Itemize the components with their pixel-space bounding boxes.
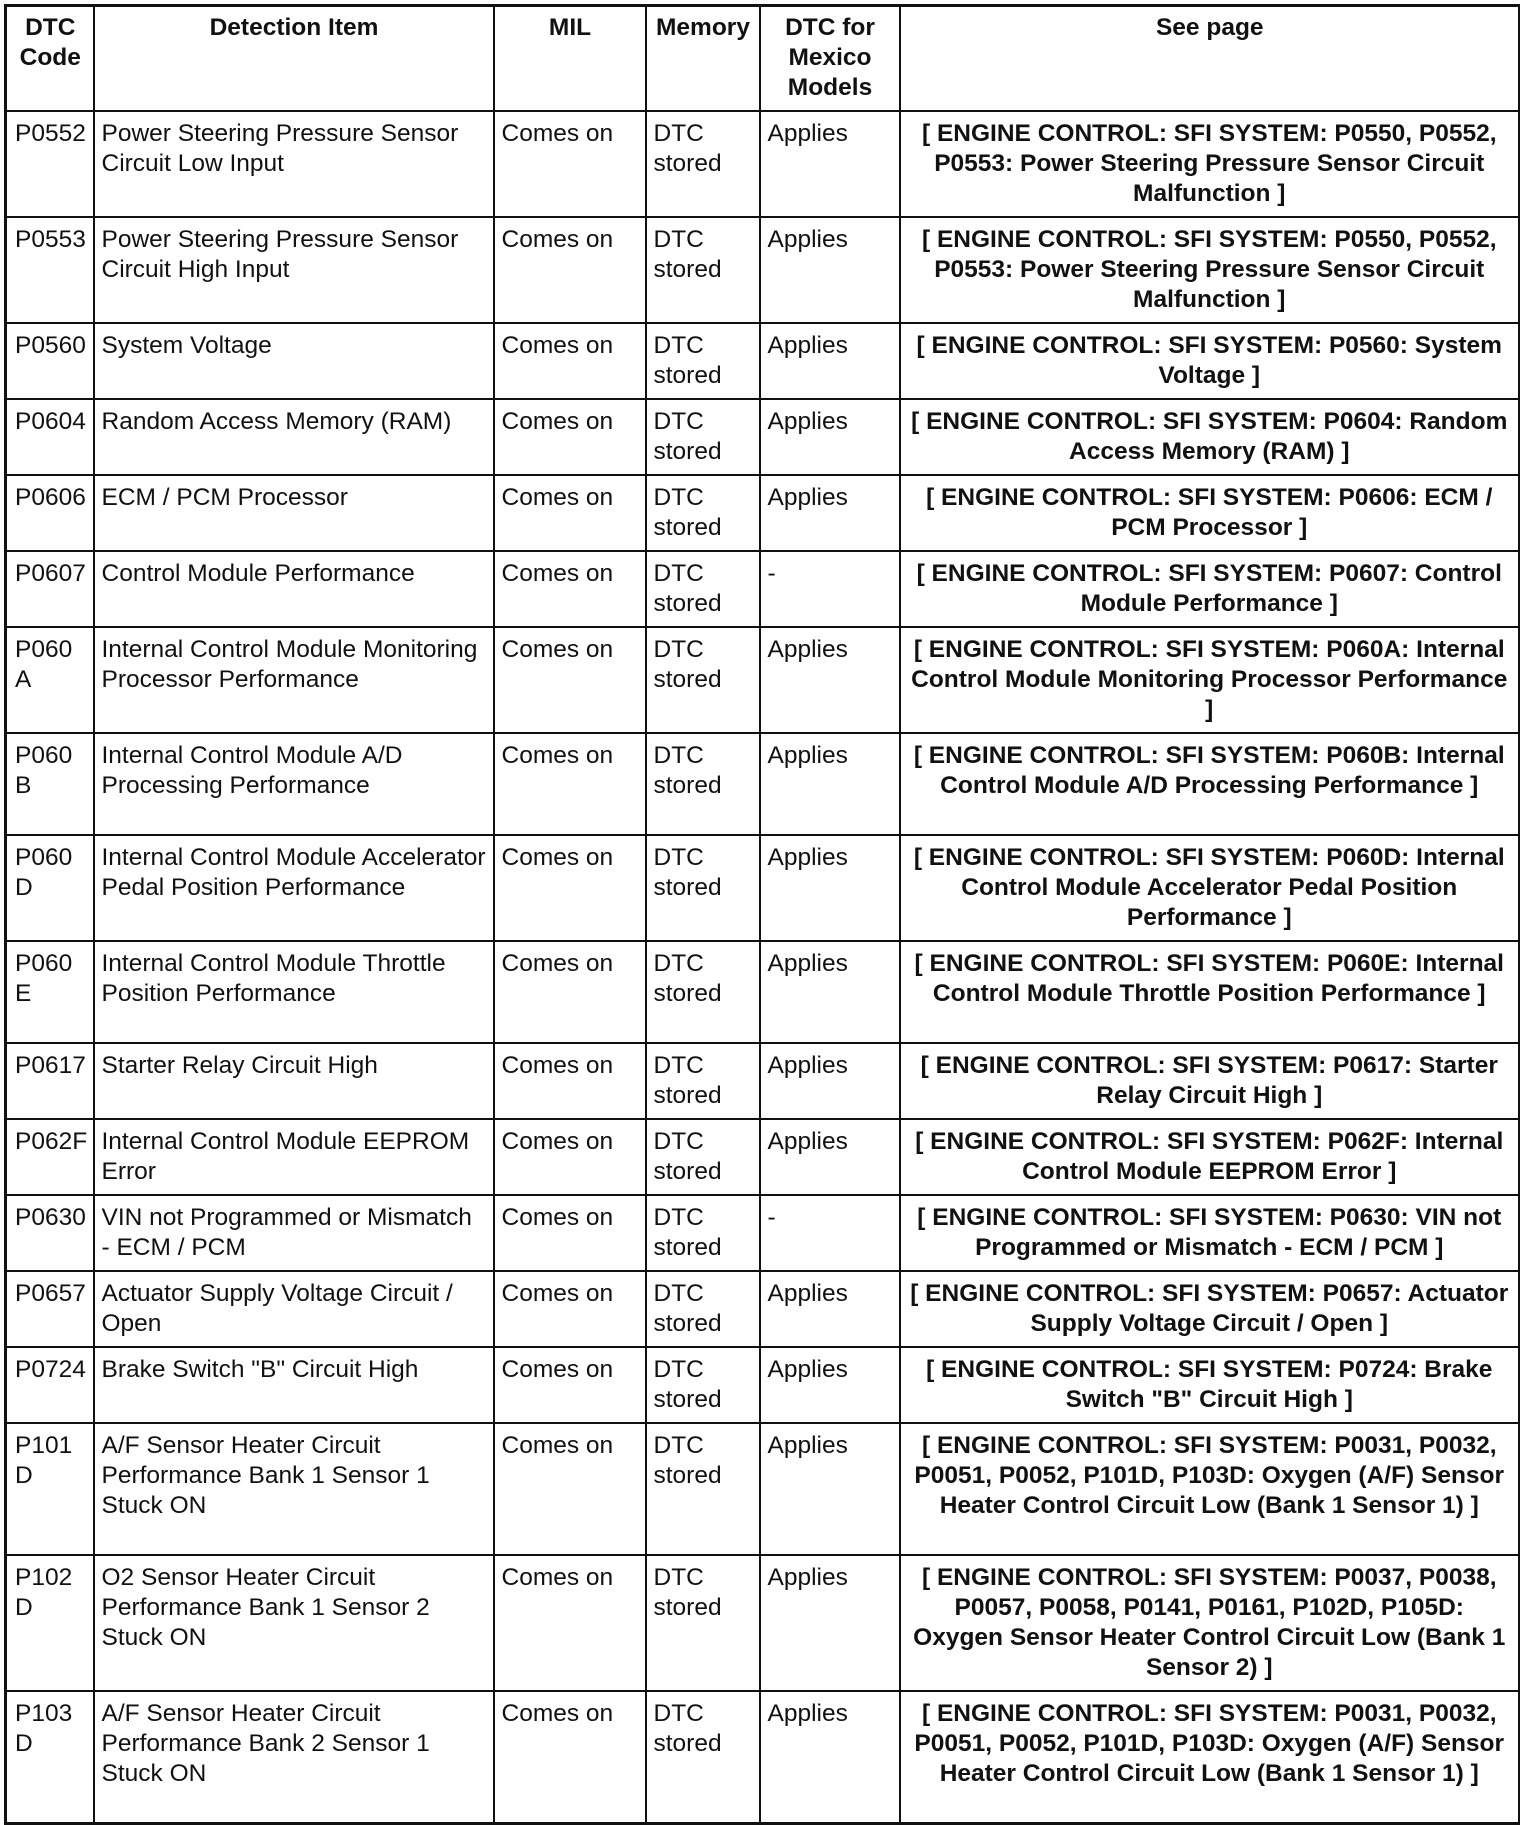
dtc-code-cell: P060D bbox=[6, 835, 94, 941]
table-row bbox=[6, 1555, 1520, 1691]
see-page-link[interactable]: [ ENGINE CONTROL: SFI SYSTEM: P0724: Brake Switch "B" Circuit High ] bbox=[900, 1347, 1520, 1423]
detection-item-cell: Internal Control Module Accelerator Pedal Position Performance bbox=[94, 835, 494, 941]
detection-item-cell: Actuator Supply Voltage Circuit / Open bbox=[94, 1271, 494, 1347]
see-page-link[interactable]: [ ENGINE CONTROL: SFI SYSTEM: P062F: Internal Control Module EEPROM Error ] bbox=[900, 1119, 1520, 1195]
mexico-cell: Applies bbox=[760, 941, 900, 1043]
mexico-cell: Applies bbox=[760, 1555, 900, 1691]
detection-item-cell: Power Steering Pressure Sensor Circuit High Input bbox=[94, 217, 494, 323]
mexico-cell: Applies bbox=[760, 323, 900, 399]
see-page-link[interactable]: [ ENGINE CONTROL: SFI SYSTEM: P0607: Control Module Performance ] bbox=[900, 551, 1520, 627]
dtc-code-cell: P0604 bbox=[6, 399, 94, 475]
header-dtc-code: DTC Code bbox=[6, 6, 94, 112]
mexico-cell: Applies bbox=[760, 1043, 900, 1119]
dtc-table-container bbox=[4, 4, 1518, 1787]
mil-cell: Comes on bbox=[494, 323, 646, 399]
mexico-cell: Applies bbox=[760, 399, 900, 475]
header-mil: MIL bbox=[494, 6, 646, 112]
mil-cell: Comes on bbox=[494, 1691, 646, 1823]
dtc-code-cell: P0617 bbox=[6, 1043, 94, 1119]
mexico-cell: Applies bbox=[760, 835, 900, 941]
table-row bbox=[6, 1195, 1520, 1271]
dtc-code-cell: P0560 bbox=[6, 323, 94, 399]
dtc-code-cell: P062F bbox=[6, 1119, 94, 1195]
mexico-cell: - bbox=[760, 551, 900, 627]
mil-cell: Comes on bbox=[494, 1271, 646, 1347]
see-page-link[interactable]: [ ENGINE CONTROL: SFI SYSTEM: P0031, P0032, P0051, P0052, P101D, P103D: Oxygen (A/F) Sensor Heater Control Circuit Low (Bank 1 Sensor 1) ] bbox=[900, 1691, 1520, 1823]
table-row bbox=[6, 1119, 1520, 1195]
table-row bbox=[6, 1271, 1520, 1347]
dtc-code-cell: P103D bbox=[6, 1691, 94, 1823]
mexico-cell: - bbox=[760, 1195, 900, 1271]
mil-cell: Comes on bbox=[494, 1119, 646, 1195]
memory-cell: DTC stored bbox=[646, 1271, 760, 1347]
see-page-link[interactable]: [ ENGINE CONTROL: SFI SYSTEM: P0606: ECM / PCM Processor ] bbox=[900, 475, 1520, 551]
see-page-link[interactable]: [ ENGINE CONTROL: SFI SYSTEM: P0630: VIN not Programmed or Mismatch - ECM / PCM ] bbox=[900, 1195, 1520, 1271]
header-detection-item: Detection Item bbox=[94, 6, 494, 112]
header-dtc-mexico: DTC for Mexico Models bbox=[760, 6, 900, 112]
mexico-cell: Applies bbox=[760, 475, 900, 551]
see-page-link[interactable]: [ ENGINE CONTROL: SFI SYSTEM: P060B: Internal Control Module A/D Processing Performance ] bbox=[900, 733, 1520, 835]
memory-cell: DTC stored bbox=[646, 399, 760, 475]
detection-item-cell: Power Steering Pressure Sensor Circuit Low Input bbox=[94, 111, 494, 217]
mexico-cell: Applies bbox=[760, 1271, 900, 1347]
table-row bbox=[6, 941, 1520, 1043]
dtc-code-cell: P060E bbox=[6, 941, 94, 1043]
dtc-code-cell: P060A bbox=[6, 627, 94, 733]
dtc-code-cell: P0630 bbox=[6, 1195, 94, 1271]
mil-cell: Comes on bbox=[494, 475, 646, 551]
mil-cell: Comes on bbox=[494, 941, 646, 1043]
detection-item-cell: Internal Control Module A/D Processing Performance bbox=[94, 733, 494, 835]
detection-item-cell: Random Access Memory (RAM) bbox=[94, 399, 494, 475]
dtc-code-cell: P0607 bbox=[6, 551, 94, 627]
memory-cell: DTC stored bbox=[646, 1119, 760, 1195]
mil-cell: Comes on bbox=[494, 399, 646, 475]
see-page-link[interactable]: [ ENGINE CONTROL: SFI SYSTEM: P0550, P0552, P0553: Power Steering Pressure Sensor Circuit Malfunction ] bbox=[900, 111, 1520, 217]
mexico-cell: Applies bbox=[760, 1691, 900, 1823]
see-page-link[interactable]: [ ENGINE CONTROL: SFI SYSTEM: P0550, P0552, P0553: Power Steering Pressure Sensor Circuit Malfunction ] bbox=[900, 217, 1520, 323]
memory-cell: DTC stored bbox=[646, 941, 760, 1043]
dtc-code-cell: P060B bbox=[6, 733, 94, 835]
mil-cell: Comes on bbox=[494, 1555, 646, 1691]
see-page-link[interactable]: [ ENGINE CONTROL: SFI SYSTEM: P0037, P0038, P0057, P0058, P0141, P0161, P102D, P105D: Oxygen Sensor Heater Control Circuit Low (Bank 1 Sensor 2) ] bbox=[900, 1555, 1520, 1691]
detection-item-cell: A/F Sensor Heater Circuit Performance Bank 1 Sensor 1 Stuck ON bbox=[94, 1423, 494, 1555]
detection-item-cell: Internal Control Module EEPROM Error bbox=[94, 1119, 494, 1195]
table-row bbox=[6, 733, 1520, 835]
detection-item-cell: Control Module Performance bbox=[94, 551, 494, 627]
see-page-link[interactable]: [ ENGINE CONTROL: SFI SYSTEM: P0604: Random Access Memory (RAM) ] bbox=[900, 399, 1520, 475]
table-header-row bbox=[6, 6, 1520, 112]
mexico-cell: Applies bbox=[760, 1347, 900, 1423]
table-row bbox=[6, 399, 1520, 475]
memory-cell: DTC stored bbox=[646, 1691, 760, 1823]
table-row bbox=[6, 217, 1520, 323]
mil-cell: Comes on bbox=[494, 551, 646, 627]
mexico-cell: Applies bbox=[760, 1423, 900, 1555]
table-row bbox=[6, 627, 1520, 733]
see-page-link[interactable]: [ ENGINE CONTROL: SFI SYSTEM: P060A: Internal Control Module Monitoring Processor Performance ] bbox=[900, 627, 1520, 733]
mil-cell: Comes on bbox=[494, 627, 646, 733]
dtc-code-cell: P0553 bbox=[6, 217, 94, 323]
table-row bbox=[6, 835, 1520, 941]
detection-item-cell: O2 Sensor Heater Circuit Performance Bank 1 Sensor 2 Stuck ON bbox=[94, 1555, 494, 1691]
see-page-link[interactable]: [ ENGINE CONTROL: SFI SYSTEM: P0560: System Voltage ] bbox=[900, 323, 1520, 399]
table-row bbox=[6, 323, 1520, 399]
dtc-code-cell: P0606 bbox=[6, 475, 94, 551]
table-row bbox=[6, 1347, 1520, 1423]
see-page-link[interactable]: [ ENGINE CONTROL: SFI SYSTEM: P0657: Actuator Supply Voltage Circuit / Open ] bbox=[900, 1271, 1520, 1347]
detection-item-cell: VIN not Programmed or Mismatch - ECM / PCM bbox=[94, 1195, 494, 1271]
memory-cell: DTC stored bbox=[646, 1195, 760, 1271]
memory-cell: DTC stored bbox=[646, 1423, 760, 1555]
memory-cell: DTC stored bbox=[646, 551, 760, 627]
mil-cell: Comes on bbox=[494, 1195, 646, 1271]
memory-cell: DTC stored bbox=[646, 627, 760, 733]
detection-item-cell: System Voltage bbox=[94, 323, 494, 399]
mexico-cell: Applies bbox=[760, 1119, 900, 1195]
detection-item-cell: Brake Switch "B" Circuit High bbox=[94, 1347, 494, 1423]
mil-cell: Comes on bbox=[494, 217, 646, 323]
mexico-cell: Applies bbox=[760, 217, 900, 323]
table-row bbox=[6, 1043, 1520, 1119]
header-memory: Memory bbox=[646, 6, 760, 112]
memory-cell: DTC stored bbox=[646, 1347, 760, 1423]
detection-item-cell: Internal Control Module Monitoring Processor Performance bbox=[94, 627, 494, 733]
mil-cell: Comes on bbox=[494, 1347, 646, 1423]
memory-cell: DTC stored bbox=[646, 475, 760, 551]
memory-cell: DTC stored bbox=[646, 835, 760, 941]
table-row bbox=[6, 551, 1520, 627]
see-page-link[interactable]: [ ENGINE CONTROL: SFI SYSTEM: P060E: Internal Control Module Throttle Position Performance ] bbox=[900, 941, 1520, 1043]
dtc-code-cell: P0657 bbox=[6, 1271, 94, 1347]
see-page-link[interactable]: [ ENGINE CONTROL: SFI SYSTEM: P060D: Internal Control Module Accelerator Pedal Position Performance ] bbox=[900, 835, 1520, 941]
dtc-code-cell: P101D bbox=[6, 1423, 94, 1555]
mexico-cell: Applies bbox=[760, 111, 900, 217]
dtc-code-cell: P102D bbox=[6, 1555, 94, 1691]
memory-cell: DTC stored bbox=[646, 1043, 760, 1119]
mil-cell: Comes on bbox=[494, 111, 646, 217]
detection-item-cell: Internal Control Module Throttle Position Performance bbox=[94, 941, 494, 1043]
memory-cell: DTC stored bbox=[646, 1555, 760, 1691]
table-row bbox=[6, 1423, 1520, 1555]
memory-cell: DTC stored bbox=[646, 323, 760, 399]
detection-item-cell: ECM / PCM Processor bbox=[94, 475, 494, 551]
memory-cell: DTC stored bbox=[646, 217, 760, 323]
detection-item-cell: A/F Sensor Heater Circuit Performance Bank 2 Sensor 1 Stuck ON bbox=[94, 1691, 494, 1823]
dtc-table bbox=[4, 4, 1520, 1825]
table-row bbox=[6, 475, 1520, 551]
mexico-cell: Applies bbox=[760, 627, 900, 733]
see-page-link[interactable]: [ ENGINE CONTROL: SFI SYSTEM: P0617: Starter Relay Circuit High ] bbox=[900, 1043, 1520, 1119]
dtc-code-cell: P0724 bbox=[6, 1347, 94, 1423]
mexico-cell: Applies bbox=[760, 733, 900, 835]
table-row bbox=[6, 111, 1520, 217]
mil-cell: Comes on bbox=[494, 1043, 646, 1119]
dtc-code-cell: P0552 bbox=[6, 111, 94, 217]
memory-cell: DTC stored bbox=[646, 733, 760, 835]
memory-cell: DTC stored bbox=[646, 111, 760, 217]
detection-item-cell: Starter Relay Circuit High bbox=[94, 1043, 494, 1119]
header-see-page: See page bbox=[900, 6, 1520, 112]
mil-cell: Comes on bbox=[494, 733, 646, 835]
see-page-link[interactable]: [ ENGINE CONTROL: SFI SYSTEM: P0031, P0032, P0051, P0052, P101D, P103D: Oxygen (A/F) Sensor Heater Control Circuit Low (Bank 1 Sensor 1) ] bbox=[900, 1423, 1520, 1555]
table-row bbox=[6, 1691, 1520, 1823]
mil-cell: Comes on bbox=[494, 1423, 646, 1555]
mil-cell: Comes on bbox=[494, 835, 646, 941]
